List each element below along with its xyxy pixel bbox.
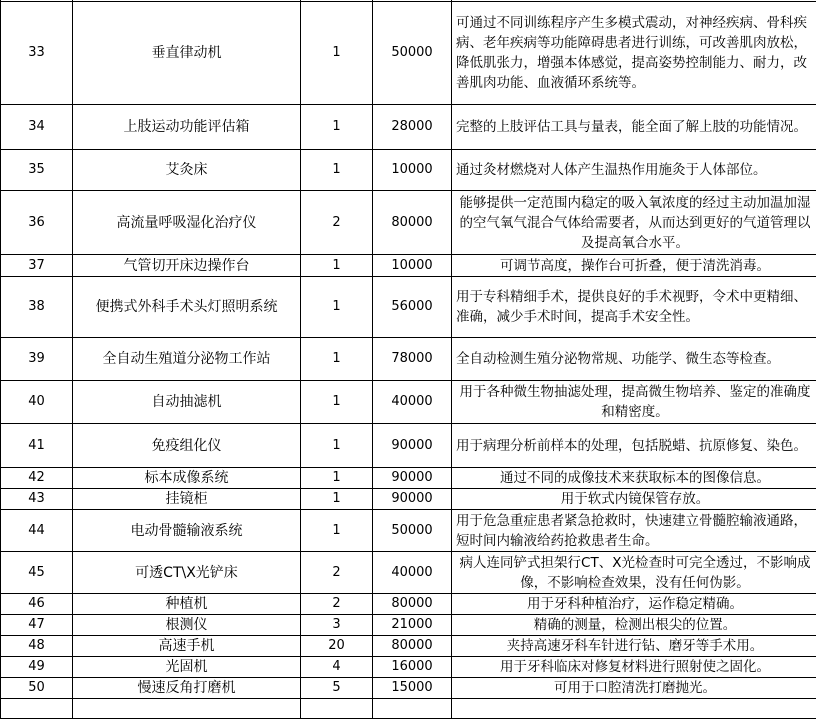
budget-cell: 90000 bbox=[373, 468, 452, 489]
item-number-cell: 36 bbox=[1, 191, 73, 255]
table-row bbox=[1, 105, 816, 150]
table-row bbox=[1, 381, 816, 424]
description-cell: 能够提供一定范围内稳定的吸入氧浓度的经过主动加温加湿的空气氧气混合气体给需要者，从而达到更好的气道管理以及提高氧合水平。 bbox=[452, 191, 816, 255]
item-number-cell: 35 bbox=[1, 150, 73, 191]
description-cell: 可用于口腔清洗打磨抛光。 bbox=[452, 678, 816, 699]
item-number-cell: 46 bbox=[1, 594, 73, 615]
equipment-name-cell: 种植机 bbox=[73, 594, 301, 615]
description-cell: 可通过不同训练程序产生多模式震动，对神经疾病、骨科疾病、老年疾病等功能障碍患者进行训练，可改善肌肉放松，降低肌张力，增强本体感觉，提高姿势控制能力、耐力，改善肌肉功能、血液循环系统等。 bbox=[452, 2, 816, 105]
quantity-cell: 1 bbox=[301, 424, 373, 468]
table-row bbox=[1, 699, 816, 719]
budget-cell: 80000 bbox=[373, 594, 452, 615]
description-cell bbox=[452, 699, 816, 719]
quantity-cell: 1 bbox=[301, 105, 373, 150]
budget-cell: 56000 bbox=[373, 277, 452, 338]
item-number-cell: 34 bbox=[1, 105, 73, 150]
description-cell: 病人连同铲式担架行CT、X光检查时可完全透过，不影响成像，不影响检查效果，没有任何伪影。 bbox=[452, 552, 816, 594]
equipment-name-cell: 光固机 bbox=[73, 657, 301, 678]
equipment-name-cell: 垂直律动机 bbox=[73, 2, 301, 105]
quantity-cell: 1 bbox=[301, 468, 373, 489]
table-row bbox=[1, 255, 816, 277]
quantity-cell: 1 bbox=[301, 2, 373, 105]
quantity-cell: 1 bbox=[301, 277, 373, 338]
quantity-cell: 2 bbox=[301, 552, 373, 594]
item-number-cell: 43 bbox=[1, 489, 73, 510]
equipment-table-body bbox=[1, 0, 816, 719]
table-row bbox=[1, 678, 816, 699]
item-number-cell bbox=[1, 699, 73, 719]
table-row bbox=[1, 191, 816, 255]
description-cell: 可调节高度，操作台可折叠，便于清洗消毒。 bbox=[452, 255, 816, 277]
description-cell: 全自动检测生殖分泌物常规、功能学、微生态等检查。 bbox=[452, 338, 816, 381]
equipment-name-cell: 艾灸床 bbox=[73, 150, 301, 191]
description-cell: 用于牙科种植治疗，运作稳定精确。 bbox=[452, 594, 816, 615]
table-row bbox=[1, 277, 816, 338]
quantity-cell: 3 bbox=[301, 615, 373, 636]
description-cell: 用于各种微生物抽滤处理，提高微生物培养、鉴定的准确度和精密度。 bbox=[452, 381, 816, 424]
budget-cell: 80000 bbox=[373, 191, 452, 255]
budget-cell: 10000 bbox=[373, 255, 452, 277]
item-number-cell: 38 bbox=[1, 277, 73, 338]
table-row bbox=[1, 657, 816, 678]
budget-cell: 10000 bbox=[373, 150, 452, 191]
description-cell: 用于病理分析前样本的处理，包括脱蜡、抗原修复、染色。 bbox=[452, 424, 816, 468]
budget-cell: 50000 bbox=[373, 2, 452, 105]
equipment-name-cell: 慢速反角打磨机 bbox=[73, 678, 301, 699]
budget-cell: 40000 bbox=[373, 381, 452, 424]
quantity-cell: 4 bbox=[301, 657, 373, 678]
description-cell: 精确的测量，检测出根尖的位置。 bbox=[452, 615, 816, 636]
budget-cell: 21000 bbox=[373, 615, 452, 636]
equipment-name-cell: 挂镜柜 bbox=[73, 489, 301, 510]
description-cell: 夹持高速牙科车针进行钻、磨牙等手术用。 bbox=[452, 636, 816, 657]
description-cell: 通过灸材燃烧对人体产生温热作用施灸于人体部位。 bbox=[452, 150, 816, 191]
quantity-cell: 2 bbox=[301, 191, 373, 255]
item-number-cell: 40 bbox=[1, 381, 73, 424]
table-row bbox=[1, 594, 816, 615]
equipment-name-cell: 高流量呼吸湿化治疗仪 bbox=[73, 191, 301, 255]
item-number-cell: 39 bbox=[1, 338, 73, 381]
table-row bbox=[1, 489, 816, 510]
table-row bbox=[1, 424, 816, 468]
budget-cell: 16000 bbox=[373, 657, 452, 678]
equipment-name-cell: 上肢运动功能评估箱 bbox=[73, 105, 301, 150]
equipment-name-cell: 电动骨髓输液系统 bbox=[73, 510, 301, 552]
item-number-cell: 42 bbox=[1, 468, 73, 489]
table-row bbox=[1, 615, 816, 636]
equipment-name-cell: 便携式外科手术头灯照明系统 bbox=[73, 277, 301, 338]
item-number-cell: 50 bbox=[1, 678, 73, 699]
item-number-cell: 44 bbox=[1, 510, 73, 552]
table-row bbox=[1, 636, 816, 657]
budget-cell: 50000 bbox=[373, 510, 452, 552]
table-row bbox=[1, 150, 816, 191]
budget-cell: 78000 bbox=[373, 338, 452, 381]
budget-cell: 15000 bbox=[373, 678, 452, 699]
table-row bbox=[1, 510, 816, 552]
description-cell: 用于牙科临床对修复材料进行照射使之固化。 bbox=[452, 657, 816, 678]
table-row bbox=[1, 2, 816, 105]
quantity-cell: 1 bbox=[301, 255, 373, 277]
item-number-cell: 47 bbox=[1, 615, 73, 636]
equipment-name-cell: 可透CT\X光铲床 bbox=[73, 552, 301, 594]
equipment-name-cell: 全自动生殖道分泌物工作站 bbox=[73, 338, 301, 381]
budget-cell: 80000 bbox=[373, 636, 452, 657]
item-number-cell: 48 bbox=[1, 636, 73, 657]
description-cell: 通过不同的成像技术来获取标本的图像信息。 bbox=[452, 468, 816, 489]
quantity-cell: 1 bbox=[301, 150, 373, 191]
budget-cell: 40000 bbox=[373, 552, 452, 594]
description-cell: 用于危急重症患者紧急抢救时，快速建立骨髓腔输液通路，短时间内输液给药抢救患者生命。 bbox=[452, 510, 816, 552]
quantity-cell: 1 bbox=[301, 381, 373, 424]
quantity-cell: 1 bbox=[301, 489, 373, 510]
equipment-name-cell: 根测仪 bbox=[73, 615, 301, 636]
quantity-cell: 20 bbox=[301, 636, 373, 657]
equipment-name-cell: 高速手机 bbox=[73, 636, 301, 657]
equipment-name-cell: 标本成像系统 bbox=[73, 468, 301, 489]
quantity-cell bbox=[301, 699, 373, 719]
equipment-name-cell: 气管切开床边操作台 bbox=[73, 255, 301, 277]
quantity-cell: 5 bbox=[301, 678, 373, 699]
item-number-cell: 37 bbox=[1, 255, 73, 277]
equipment-name-cell bbox=[73, 699, 301, 719]
budget-cell: 28000 bbox=[373, 105, 452, 150]
quantity-cell: 1 bbox=[301, 510, 373, 552]
description-cell: 用于软式内镜保管存放。 bbox=[452, 489, 816, 510]
description-cell: 完整的上肢评估工具与量表，能全面了解上肢的功能情况。 bbox=[452, 105, 816, 150]
item-number-cell: 45 bbox=[1, 552, 73, 594]
item-number-cell: 33 bbox=[1, 2, 73, 105]
budget-cell bbox=[373, 699, 452, 719]
table-row bbox=[1, 338, 816, 381]
table-row bbox=[1, 468, 816, 489]
budget-cell: 90000 bbox=[373, 489, 452, 510]
item-number-cell: 41 bbox=[1, 424, 73, 468]
quantity-cell: 1 bbox=[301, 338, 373, 381]
equipment-name-cell: 免疫组化仪 bbox=[73, 424, 301, 468]
table-row bbox=[1, 552, 816, 594]
quantity-cell: 2 bbox=[301, 594, 373, 615]
budget-cell: 90000 bbox=[373, 424, 452, 468]
description-cell: 用于专科精细手术，提供良好的手术视野，令术中更精细、准确，减少手术时间，提高手术安全性。 bbox=[452, 277, 816, 338]
item-number-cell: 49 bbox=[1, 657, 73, 678]
equipment-name-cell: 自动抽滤机 bbox=[73, 381, 301, 424]
